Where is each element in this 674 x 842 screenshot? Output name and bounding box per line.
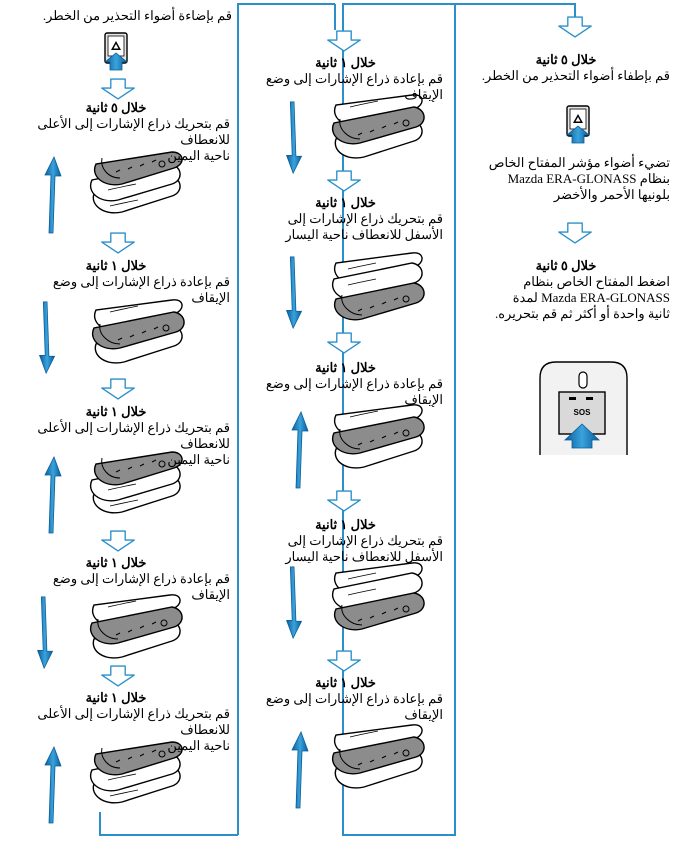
step-arrow-icon: [328, 651, 360, 671]
step-time: خلال ١ ثانية: [85, 555, 147, 570]
step-text-line: الإيقاف: [191, 587, 230, 602]
step-text-line: الإيقاف: [404, 392, 443, 407]
step-text-line: الأسفل للانعطاف ناحية اليسار: [285, 549, 443, 564]
step-time: خلال ١ ثانية: [85, 258, 147, 273]
step-arrow-icon: [102, 79, 134, 99]
step-text-line: بنظام Mazda ERA-GLONASS: [507, 171, 670, 186]
lever-down-arrow-icon: [287, 257, 302, 328]
step-arrow-icon: [559, 223, 591, 243]
lever-down-arrow-icon: [38, 597, 53, 668]
step-text-line: قم بإطفاء أضواء التحذير من الخطر.: [481, 68, 670, 83]
step-text-line: قم بتحريك ذراع الإشارات إلى الأعلى للانعطاف: [37, 116, 230, 147]
step-text-line: الإيقاف: [404, 707, 443, 722]
step-arrow-icon: [102, 531, 134, 551]
col1-step-1: [2, 100, 230, 164]
step-time: خلال ١ ثانية: [315, 360, 376, 375]
step-text-line: ثانية واحدة أو أكثر ثم قم بتحريره.: [494, 306, 670, 321]
step-time: خلال ٥ ثانية: [535, 52, 597, 67]
step-arrow-icon: [102, 666, 134, 686]
step-text-line: الأسفل للانعطاف ناحية اليسار: [285, 227, 443, 242]
lever-up-arrow-icon: [292, 732, 308, 808]
lever-up-arrow-icon: [45, 747, 61, 823]
step-text-line: ناحية اليمين: [167, 738, 230, 753]
col2-step-3: [248, 360, 443, 408]
step-text-line: الإيقاف: [191, 290, 230, 305]
col2-step-2: [248, 195, 443, 243]
step-text-line: اضغط المفتاح الخاص بنظام: [523, 274, 670, 289]
col1-step-2: [2, 258, 230, 306]
step-arrow-icon: [559, 17, 591, 37]
step-text-line: تضيء أضواء مؤشر المفتاح الخاص: [488, 155, 670, 170]
step-arrow-icon: [328, 171, 360, 191]
step-text-line: ناحية اليمين: [167, 452, 230, 467]
col3-info: [462, 155, 670, 203]
step-time: خلال ١ ثانية: [315, 55, 376, 70]
col2-step-1: [248, 55, 443, 103]
step-time: خلال ٥ ثانية: [535, 258, 597, 273]
col1-step-4: [2, 555, 230, 603]
turn-lever-neutral-icon: [93, 300, 184, 363]
turn-lever-neutral-icon: [333, 405, 424, 468]
step-time: خلال ١ ثانية: [85, 404, 147, 419]
step-text-line: قم بتحريك ذراع الإشارات إلى الأعلى للانعطاف: [37, 420, 230, 451]
lever-down-arrow-icon: [40, 302, 55, 373]
lever-up-arrow-icon: [45, 457, 61, 533]
step-text-line: قم بتحريك ذراع الإشارات إلى الأعلى للانعطاف: [37, 706, 230, 737]
step-text-line: قم بإعادة ذراع الإشارات إلى وضع: [265, 71, 443, 86]
step-time: خلال ١ ثانية: [85, 690, 147, 705]
step-text-line: ناحية اليمين: [167, 148, 230, 163]
turn-lever-down-icon: [333, 253, 424, 320]
col2-step-4: [248, 517, 443, 565]
step-time: خلال ٥ ثانية: [85, 100, 147, 115]
step-text-line: قم بتحريك ذراع الإشارات إلى: [287, 533, 443, 548]
sos-label: SOS: [573, 408, 591, 417]
flow-connector-bottom-1: [100, 812, 238, 835]
turn-lever-neutral-icon: [333, 95, 424, 158]
step-text-line: قم بإعادة ذراع الإشارات إلى وضع: [265, 691, 443, 706]
lever-down-arrow-icon: [287, 102, 302, 173]
turn-lever-down-icon: [333, 563, 424, 630]
col3-step-2: [462, 258, 670, 322]
col1-step-5: [2, 690, 230, 754]
step-arrow-icon: [328, 31, 360, 51]
col2-step-5: [248, 675, 443, 723]
step-text-line: قم بتحريك ذراع الإشارات إلى: [287, 211, 443, 226]
step-arrow-icon: [102, 379, 134, 399]
lever-up-arrow-icon: [292, 412, 308, 488]
hazard-switch-icon: [567, 106, 589, 143]
col3-step-1: [462, 52, 670, 84]
turn-lever-neutral-icon: [333, 725, 424, 788]
col1-intro: قم بإضاءة أضواء التحذير من الخطر.: [42, 8, 232, 23]
step-text-line: بلونيها الأحمر والأخضر: [553, 187, 670, 202]
col1-step-3: [2, 404, 230, 468]
step-text-line: Mazda ERA-GLONASS لمدة: [512, 290, 670, 305]
lever-up-arrow-icon: [45, 157, 61, 233]
step-time: خلال ١ ثانية: [315, 195, 376, 210]
step-text-line: الإيقاف: [404, 87, 443, 102]
step-text-line: قم بإعادة ذراع الإشارات إلى وضع: [52, 571, 230, 586]
step-arrow-icon: [328, 491, 360, 511]
step-text-line: قم بإعادة ذراع الإشارات إلى وضع: [265, 376, 443, 391]
turn-lever-neutral-icon: [91, 595, 182, 658]
step-time: خلال ١ ثانية: [315, 517, 376, 532]
step-arrow-icon: [328, 333, 360, 353]
step-text-line: قم بإعادة ذراع الإشارات إلى وضع: [52, 274, 230, 289]
era-glonass-panel-icon: [540, 362, 627, 455]
lever-down-arrow-icon: [287, 567, 302, 638]
hazard-switch-icon: [105, 33, 127, 70]
step-arrow-icon: [102, 233, 134, 253]
step-time: خلال ١ ثانية: [315, 675, 376, 690]
